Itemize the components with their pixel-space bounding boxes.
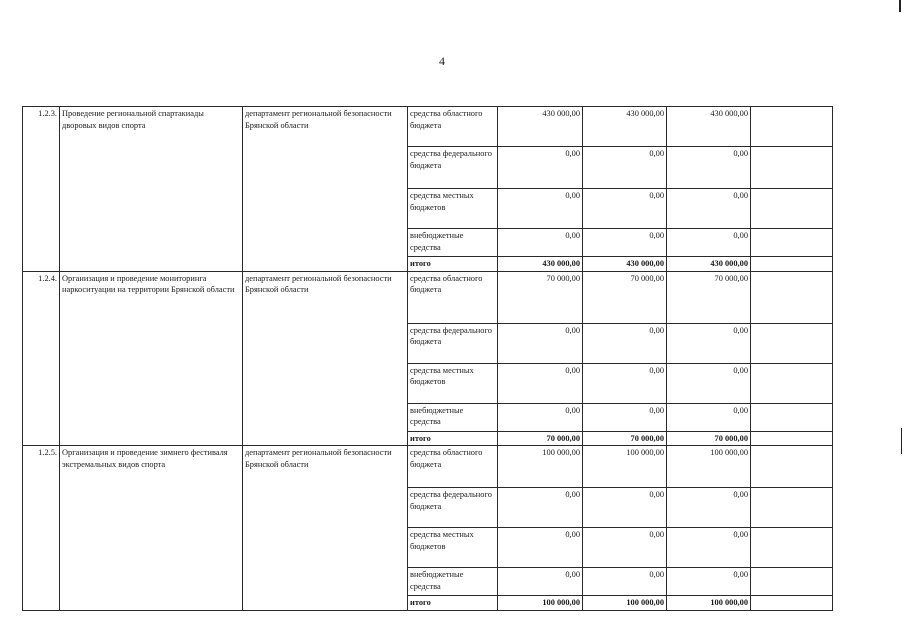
amount-cell-2: 100 000,00 xyxy=(583,446,667,488)
amount-cell-1: 100 000,00 xyxy=(498,446,583,488)
source-row xyxy=(23,446,833,488)
funding-source-label: средства местных бюджетов xyxy=(408,363,498,403)
amount-cell-1: 70 000,00 xyxy=(498,271,583,323)
amount-cell-1: 0,00 xyxy=(498,568,583,596)
item-code: 1.2.3. xyxy=(23,107,60,272)
amount-cell-2: 0,00 xyxy=(583,568,667,596)
amount-cell-1: 0,00 xyxy=(498,488,583,528)
funding-source-label: средства местных бюджетов xyxy=(408,528,498,568)
amount-cell-2: 0,00 xyxy=(583,147,667,189)
amount-cell-2: 0,00 xyxy=(583,528,667,568)
item-code: 1.2.4. xyxy=(23,271,60,446)
empty-cell xyxy=(751,229,833,257)
item-executor: департамент региональной безопасности Брянской области xyxy=(243,107,408,272)
amount-cell-2: 430 000,00 xyxy=(583,107,667,147)
funding-source-label: средства областного бюджета xyxy=(408,446,498,488)
empty-cell xyxy=(751,596,833,611)
scan-edge-mark-side xyxy=(901,428,902,454)
funding-source-label: средства федерального бюджета xyxy=(408,488,498,528)
item-name: Организация и проведение зимнего фестиваля экстремальных видов спорта xyxy=(60,446,243,611)
funding-source-label: итого xyxy=(408,431,498,446)
amount-cell-2: 0,00 xyxy=(583,488,667,528)
empty-cell xyxy=(751,431,833,446)
amount-cell-1: 70 000,00 xyxy=(498,431,583,446)
amount-cell-3: 70 000,00 xyxy=(667,431,751,446)
amount-cell-3: 0,00 xyxy=(667,488,751,528)
amount-cell-1: 0,00 xyxy=(498,229,583,257)
amount-cell-1: 0,00 xyxy=(498,147,583,189)
empty-cell xyxy=(751,446,833,488)
amount-cell-3: 0,00 xyxy=(667,323,751,363)
empty-cell xyxy=(751,257,833,272)
item-code: 1.2.5. xyxy=(23,446,60,611)
empty-cell xyxy=(751,147,833,189)
page-number: 4 xyxy=(439,54,445,68)
amount-cell-2: 70 000,00 xyxy=(583,431,667,446)
amount-cell-1: 0,00 xyxy=(498,528,583,568)
funding-source-label: внебюджетные средства xyxy=(408,403,498,431)
amount-cell-2: 100 000,00 xyxy=(583,596,667,611)
amount-cell-3: 100 000,00 xyxy=(667,596,751,611)
amount-cell-3: 100 000,00 xyxy=(667,446,751,488)
amount-cell-3: 430 000,00 xyxy=(667,257,751,272)
amount-cell-2: 0,00 xyxy=(583,229,667,257)
funding-source-label: средства федерального бюджета xyxy=(408,147,498,189)
empty-cell xyxy=(751,363,833,403)
empty-cell xyxy=(751,271,833,323)
amount-cell-1: 0,00 xyxy=(498,323,583,363)
funding-table-body xyxy=(23,107,833,611)
funding-table xyxy=(22,106,833,611)
amount-cell-1: 430 000,00 xyxy=(498,107,583,147)
amount-cell-2: 0,00 xyxy=(583,363,667,403)
amount-cell-2: 0,00 xyxy=(583,403,667,431)
empty-cell xyxy=(751,323,833,363)
amount-cell-2: 0,00 xyxy=(583,323,667,363)
amount-cell-1: 430 000,00 xyxy=(498,257,583,272)
item-executor: департамент региональной безопасности Брянской области xyxy=(243,446,408,611)
funding-source-label: средства местных бюджетов xyxy=(408,189,498,229)
amount-cell-1: 0,00 xyxy=(498,189,583,229)
funding-source-label: внебюджетные средства xyxy=(408,229,498,257)
empty-cell xyxy=(751,528,833,568)
item-name: Проведение региональной спартакиады дворовых видов спорта xyxy=(60,107,243,272)
amount-cell-1: 100 000,00 xyxy=(498,596,583,611)
item-name: Организация и проведение мониторинга наркоситуации на территории Брянской области xyxy=(60,271,243,446)
empty-cell xyxy=(751,488,833,528)
amount-cell-3: 0,00 xyxy=(667,189,751,229)
item-executor: департамент региональной безопасности Брянской области xyxy=(243,271,408,446)
empty-cell xyxy=(751,403,833,431)
funding-source-label: итого xyxy=(408,257,498,272)
funding-source-label: внебюджетные средства xyxy=(408,568,498,596)
amount-cell-2: 430 000,00 xyxy=(583,257,667,272)
empty-cell xyxy=(751,568,833,596)
funding-source-label: средства областного бюджета xyxy=(408,107,498,147)
amount-cell-2: 70 000,00 xyxy=(583,271,667,323)
amount-cell-2: 0,00 xyxy=(583,189,667,229)
amount-cell-1: 0,00 xyxy=(498,363,583,403)
amount-cell-3: 430 000,00 xyxy=(667,107,751,147)
amount-cell-3: 0,00 xyxy=(667,403,751,431)
funding-source-label: итого xyxy=(408,596,498,611)
amount-cell-3: 0,00 xyxy=(667,229,751,257)
funding-source-label: средства федерального бюджета xyxy=(408,323,498,363)
amount-cell-3: 0,00 xyxy=(667,147,751,189)
scan-edge-mark-top xyxy=(899,0,901,12)
empty-cell xyxy=(751,107,833,147)
amount-cell-3: 0,00 xyxy=(667,568,751,596)
amount-cell-3: 0,00 xyxy=(667,363,751,403)
source-row xyxy=(23,271,833,323)
amount-cell-3: 70 000,00 xyxy=(667,271,751,323)
funding-source-label: средства областного бюджета xyxy=(408,271,498,323)
amount-cell-1: 0,00 xyxy=(498,403,583,431)
source-row xyxy=(23,107,833,147)
amount-cell-3: 0,00 xyxy=(667,528,751,568)
empty-cell xyxy=(751,189,833,229)
